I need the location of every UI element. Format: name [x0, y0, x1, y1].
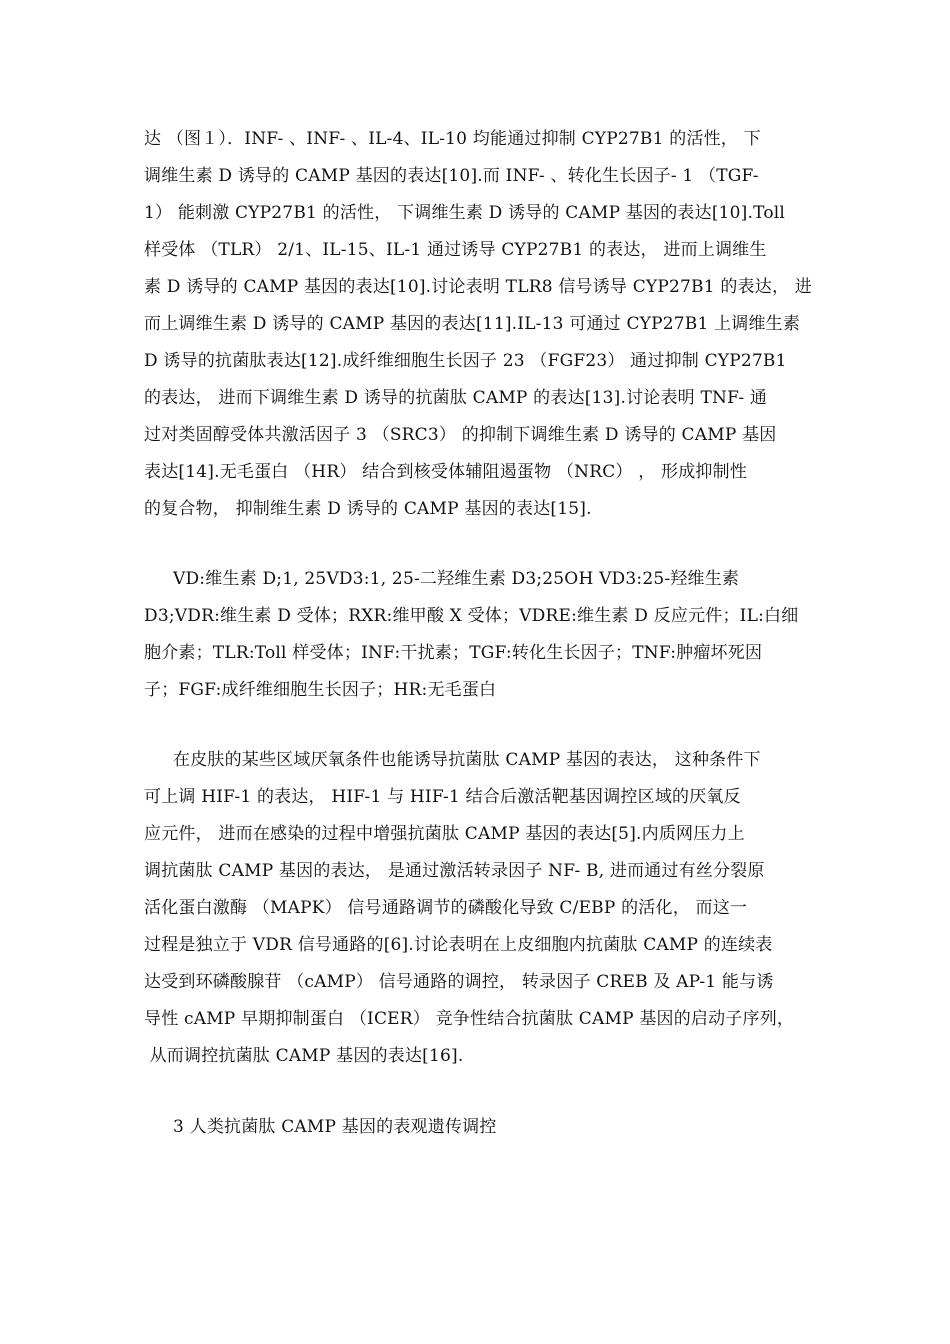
text-line: D3;VDR:维生素 D 受体；RXR:维甲酸 X 受体；VDRE:维生素 D 反应元件；IL:白细: [144, 606, 799, 626]
text-line: 达受到环磷酸腺苷 （cAMP） 信号通路的调控， 转录因子 CREB 及 AP-1 能与诱: [144, 972, 774, 992]
text-line: 而上调维生素 D 诱导的 CAMP 基因的表达[11].IL-13 可通过 CYP27B1 上调维生素: [144, 314, 801, 334]
text-line: 导性 cAMP 早期抑制蛋白 （ICER） 竞争性结合抗菌肽 CAMP 基因的启动子序列，: [144, 1009, 795, 1029]
text-line: 调抗菌肽 CAMP 基因的表达， 是通过激活转录因子 NF- B, 进而通过有丝分裂原: [144, 861, 765, 881]
text-line: 的表达， 进而下调维生素 D 诱导的抗菌肽 CAMP 的表达[13].讨论表明 TNF- 通: [144, 388, 768, 408]
text-line: 1） 能刺激 CYP27B1 的活性， 下调维生素 D 诱导的 CAMP 基因的表达[10].Toll: [144, 203, 786, 223]
text-line: 调维生素 D 诱导的 CAMP 基因的表达[10].而 INF- 、转化生长因子- 1 （TGF-: [144, 166, 759, 186]
text-line: 胞介素；TLR:Toll 样受体；INF:干扰素；TGF:转化生长因子；TNF:肿瘤坏死因: [144, 643, 763, 663]
text-line: 达 （图１）．INF- 、INF- 、IL-4、IL-10 均能通过抑制 CYP27B1 的活性， 下: [144, 129, 761, 149]
text-line: D 诱导的抗菌肽表达[12].成纤维细胞生长因子 23 （FGF23） 通过抑制 CYP27B1: [144, 351, 787, 371]
section-heading: 3 人类抗菌肽 CAMP 基因的表观遗传调控: [173, 1117, 497, 1137]
text-line: 可上调 HIF-1 的表达， HIF-1 与 HIF-1 结合后激活靶基因调控区域的厌氧反: [144, 787, 741, 807]
text-line: 应元件， 进而在感染的过程中增强抗菌肽 CAMP 基因的表达[5].内质网压力上: [144, 824, 745, 844]
text-line: 在皮肤的某些区域厌氧条件也能诱导抗菌肽 CAMP 基因的表达， 这种条件下: [173, 750, 761, 770]
text-line: 素 D 诱导的 CAMP 基因的表达[10].讨论表明 TLR8 信号诱导 CYP27B1 的表达， 进: [144, 277, 812, 297]
text-line: 子；FGF:成纤维细胞生长因子；HR:无毛蛋白: [144, 680, 497, 700]
text-line: 过对类固醇受体共激活因子 3 （SRC3） 的抑制下调维生素 D 诱导的 CAMP 基因: [144, 425, 777, 445]
text-line: 活化蛋白激酶 （MAPK） 信号通路调节的磷酸化导致 C/EBP 的活化， 而这一: [144, 898, 748, 918]
text-line: 样受体 （TLR） 2/1、IL-15、IL-1 通过诱导 CYP27B1 的表达， 进而上调维生: [144, 240, 767, 260]
text-line: 过程是独立于 VDR 信号通路的[6].讨论表明在上皮细胞内抗菌肽 CAMP 的连续表: [144, 935, 773, 955]
text-line: 从而调控抗菌肽 CAMP 基因的表达[16].: [144, 1046, 464, 1066]
text-line: 表达[14].无毛蛋白 （HR） 结合到核受体辅阻遏蛋物 （NRC） ， 形成抑制性: [144, 462, 748, 482]
text-line: VD:维生素 D;1, 25VD3:1, 25-二羟维生素 D3;25OH VD3:25-羟维生素: [173, 569, 740, 589]
text-line: 的复合物， 抑制维生素 D 诱导的 CAMP 基因的表达[15].: [144, 499, 592, 519]
